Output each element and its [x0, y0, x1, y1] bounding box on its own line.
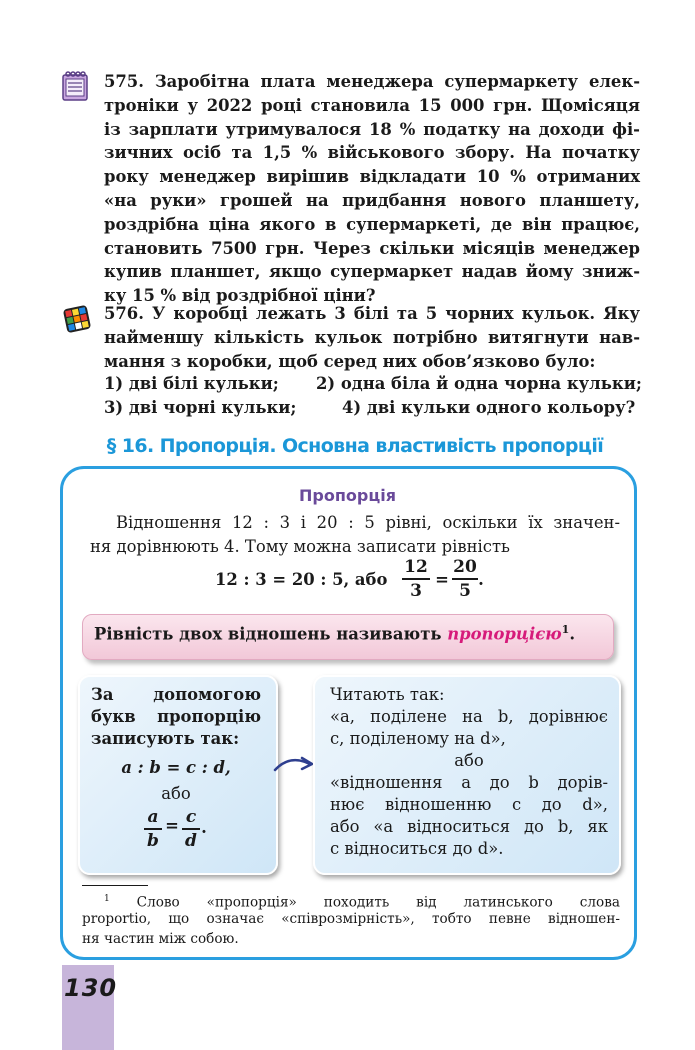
formula-period: . — [201, 818, 207, 837]
page-number: 130 — [64, 974, 118, 1002]
option-3: 3) дві чорні кульки; — [104, 398, 297, 417]
exercise-line: становить 7500 грн. Через скільки місяців менеджер — [104, 238, 640, 258]
exercise-line: року менеджер вирішив відкладати 10 % отриманих — [104, 167, 640, 187]
definition-term: пропорцією — [447, 624, 562, 644]
equals-sign: = — [165, 816, 179, 835]
fraction-a-b — [144, 806, 162, 852]
reading-line: або — [454, 751, 484, 770]
option-2: 2) одна біла й одна чорна кульки; — [316, 374, 642, 393]
fraction-20-5 — [452, 556, 478, 602]
fraction-denominator: 5 — [459, 581, 471, 601]
footnote-divider — [82, 885, 148, 886]
footnote-marker: 1 — [104, 894, 110, 904]
option-1: 1) дві білі кульки; — [104, 374, 279, 393]
fraction-numerator: a — [147, 807, 159, 827]
fraction-numerator: c — [185, 807, 197, 827]
definition-text — [94, 623, 575, 643]
notation-line: букв пропорцію — [91, 707, 261, 726]
footnote — [82, 889, 620, 949]
fraction-12-3 — [402, 556, 430, 602]
fraction-numerator: 12 — [404, 557, 428, 577]
fraction-denominator: d — [185, 831, 197, 851]
reading-line: «відношення a до b дорів- — [330, 773, 608, 792]
reading-line: «a, поділене на b, дорівнює — [330, 707, 608, 726]
exercise-line: «на руки» грошей на придбання нового планшету, — [104, 190, 640, 210]
exercise-line: зичних осіб та 1,5 % військового збору. На початку — [104, 143, 640, 163]
exercise-number: 576. — [104, 304, 144, 323]
section-heading: § 16. Пропорція. Основна властивість пропорції — [106, 435, 604, 457]
notation-line: За допомогою — [91, 685, 261, 704]
exercise-line: У коробці лежать 3 білі та 5 чорних кульок. Яку — [152, 304, 640, 323]
reading-line: c відноситься до d». — [330, 839, 504, 858]
equals-sign: = — [435, 570, 449, 589]
or-label: або — [161, 784, 191, 803]
notation-text — [91, 684, 261, 750]
options-row-2 — [104, 398, 644, 422]
options-row-1 — [104, 374, 644, 398]
notebook-icon — [60, 70, 90, 102]
exercise-line: мання з коробки, щоб серед них обов’язково було: — [104, 351, 596, 371]
proportion-formula: a : b = c : d, — [121, 758, 231, 777]
exercise-line: троніки у 2022 році становила 15 000 грн. Щомісяця — [104, 95, 640, 115]
reading-line: нює відношенню c до d», — [330, 795, 608, 814]
reading-text — [330, 684, 608, 860]
footnote-marker: 1 — [561, 623, 570, 636]
exercise-575 — [104, 70, 640, 308]
reading-line: Читають так: — [330, 685, 445, 704]
reading-line: або «a відноситься до b, як — [330, 817, 608, 836]
footnote-line: Слово «пропорція» походить від латинського слова — [136, 894, 620, 911]
exercise-number: 575. — [104, 72, 144, 91]
exercise-line: найменшу кількість кульок потрібно витягнути нав- — [104, 327, 640, 347]
intro-text — [90, 511, 620, 559]
equation-period: . — [478, 570, 484, 589]
option-4: 4) дві кульки одного кольору? — [342, 398, 636, 417]
exercise-576 — [104, 302, 640, 373]
footnote-line: ня частин між собою. — [82, 931, 239, 947]
exercise-line: купив планшет, якщо супермаркет надав йому зниж- — [104, 262, 640, 282]
intro-line: Відношення 12 : 3 і 20 : 5 рівні, оскільки їх значен- — [116, 513, 620, 532]
intro-line: ня дорівнюють 4. Тому можна записати рівність — [90, 537, 510, 556]
fraction-denominator: 3 — [410, 581, 422, 601]
box-title: Пропорція — [299, 486, 396, 505]
exercise-line: ку 15 % від роздрібної ціни? — [104, 286, 376, 306]
equation-text: 12 : 3 = 20 : 5, або — [215, 570, 388, 589]
fraction-numerator: 20 — [453, 557, 477, 577]
exercise-line: роздрібна ціна якого в супермаркеті, де він працює, — [104, 214, 640, 234]
notation-line: записують так: — [91, 729, 240, 748]
reading-line: c, поділеному на d», — [330, 729, 506, 748]
definition-sentence: Рівність двох відношень називають — [94, 624, 442, 644]
cube-icon — [60, 302, 94, 336]
fraction-denominator: b — [147, 831, 159, 851]
exercise-line: Заробітна плата менеджера супермаркету елек- — [154, 72, 640, 91]
exercise-line: із зарплати утримувалося 18 % податку на доходи фі- — [104, 119, 640, 139]
arrow-right-icon — [272, 752, 318, 776]
footnote-line: proportio, що означає «співрозмірність», тобто певне відношен- — [82, 911, 620, 927]
definition-period: . — [569, 624, 576, 644]
fraction-c-d — [182, 806, 200, 852]
